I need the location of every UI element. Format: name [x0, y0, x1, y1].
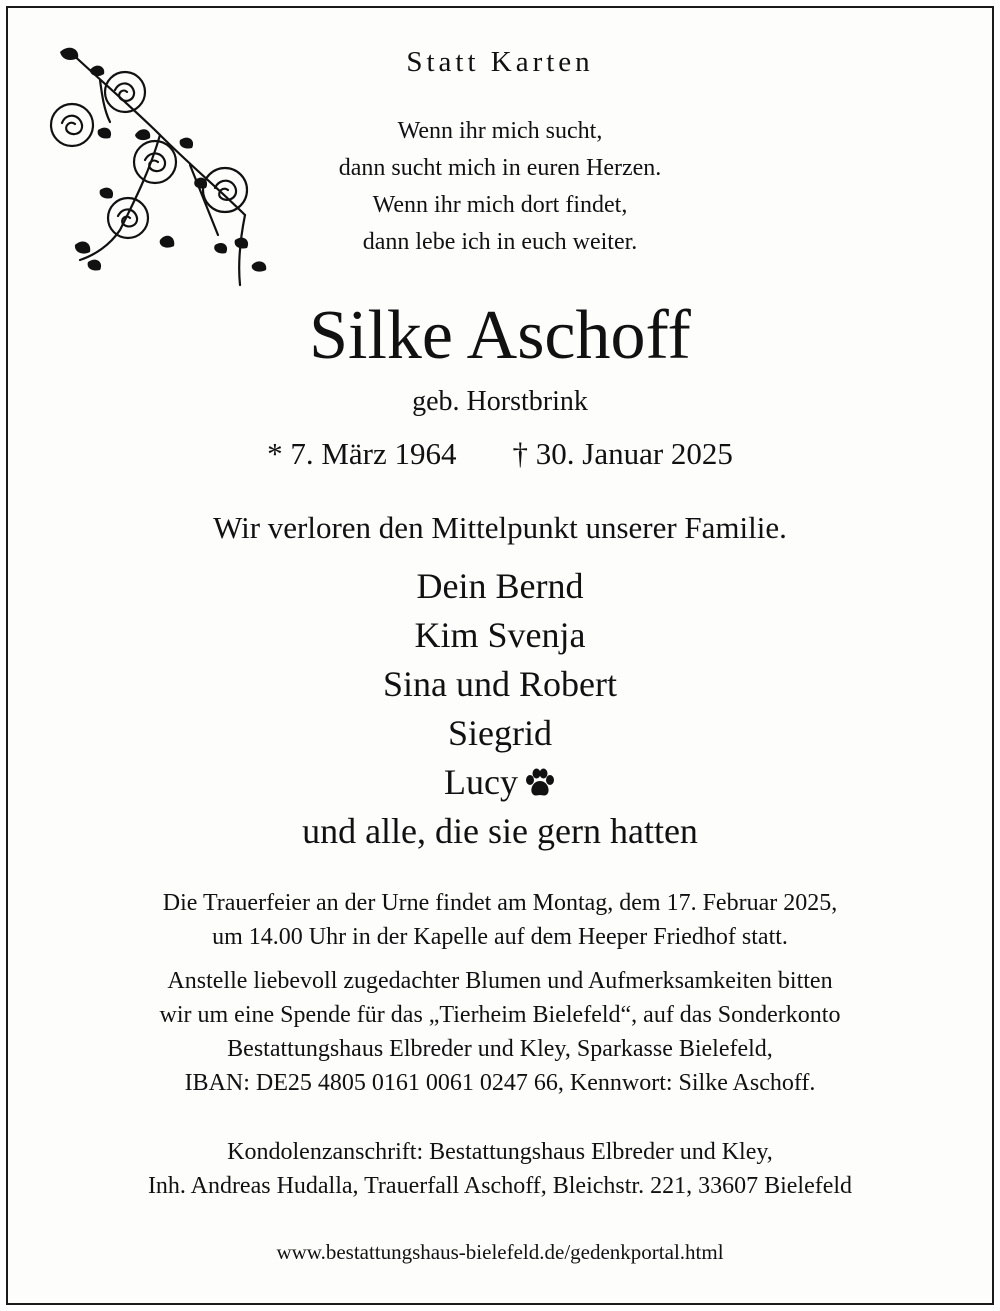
poem-line: dann sucht mich in euren Herzen.: [338, 155, 662, 181]
family-member-pet: [0, 760, 1000, 804]
funeral-notice-line: um 14.00 Uhr in der Kapelle auf dem Heeper Friedhof statt.: [212, 924, 788, 950]
donation-notice-line: Anstelle liebevoll zugedachter Blumen und Aufmerksamkeiten bitten: [167, 968, 833, 994]
condolence-address-line: Inh. Andreas Hudalla, Trauerfall Aschoff, Bleichstr. 221, 33607 Bielefeld: [147, 1173, 853, 1199]
donation-notice-line: IBAN: DE25 4805 0161 0061 0247 66, Kennwort: Silke Aschoff.: [184, 1070, 816, 1096]
header-title: Statt Karten: [406, 46, 594, 78]
condolence-address-line: Kondolenzanschrift: Bestattungshaus Elbreder und Kley,: [227, 1139, 773, 1165]
family-member: Dein Bernd: [416, 566, 584, 606]
deceased-name: Silke Aschoff: [309, 297, 691, 374]
family-member: und alle, die sie gern hatten: [302, 811, 698, 851]
poem-line: Wenn ihr mich sucht,: [397, 118, 603, 144]
birth-name: geb. Horstbrink: [412, 386, 588, 417]
family-motto: Wir verloren den Mittelpunkt unserer Familie.: [213, 510, 787, 545]
family-member: Siegrid: [448, 713, 552, 753]
donation-notice-line: Bestattungshaus Elbreder und Kley, Sparkasse Bielefeld,: [227, 1036, 773, 1062]
poem-line: dann lebe ich in euch weiter.: [362, 229, 638, 255]
family-member: Lucy: [444, 762, 518, 802]
family-member: Sina und Robert: [383, 664, 617, 704]
funeral-notice-line: Die Trauerfeier an der Urne findet am Montag, dem 17. Februar 2025,: [162, 890, 838, 916]
death-date: † 30. Januar 2025: [512, 436, 733, 471]
family-member: Kim Svenja: [414, 615, 586, 655]
birth-date: * 7. März 1964: [267, 436, 457, 471]
poem-line: Wenn ihr mich dort findet,: [372, 192, 628, 218]
donation-notice-line: wir um eine Spende für das „Tierheim Bielefeld“, auf das Sonderkonto: [159, 1002, 841, 1028]
website-link[interactable]: www.bestattungshaus-bielefeld.de/gedenkportal.html: [276, 1240, 724, 1264]
life-dates: [0, 436, 1000, 472]
paw-icon: [524, 768, 556, 798]
